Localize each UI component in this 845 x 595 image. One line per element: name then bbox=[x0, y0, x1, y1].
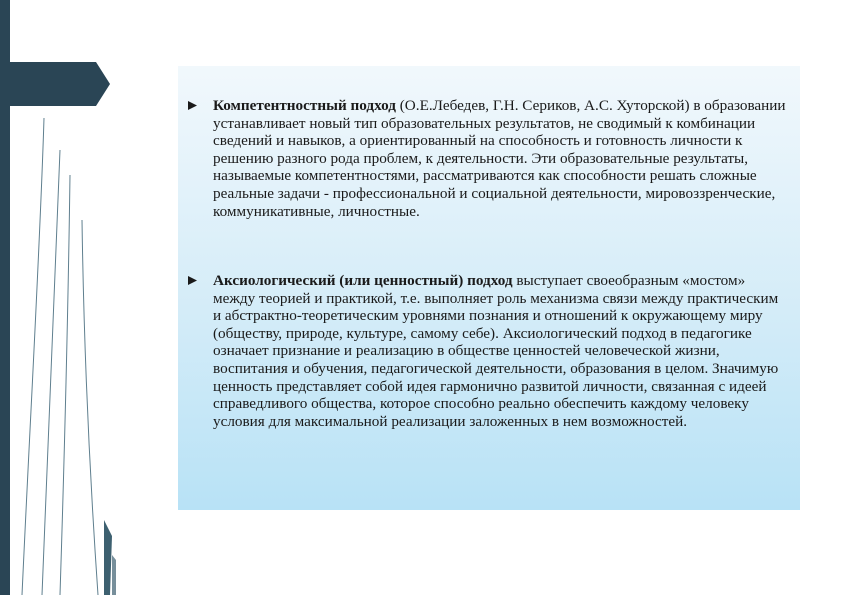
right-arrowhead-icon bbox=[188, 276, 197, 285]
content-box bbox=[178, 66, 800, 510]
bullet-term: Компетентностный подход bbox=[213, 97, 396, 114]
right-arrowhead-icon bbox=[188, 101, 197, 110]
bullet-body: (О.Е.Лебедев, Г.Н. Сериков, А.С. Хуторской) в образовании устанавливает новый тип образовательных результатов, не сводимый к комбинации сведений и навыков, а ориентированный на способность и готовность личности к решению разного рода проблем, к деятельности. Эти образовательные результаты, называемые компетентностями, рассматриваются как способности решать сложные реальные задачи - профессиональной и социальной деятельности, мировоззренческие, коммуникативные, личностные. bbox=[213, 97, 786, 220]
bullet-item bbox=[188, 272, 788, 430]
bullet-term: Аксиологический (или ценностный) подход bbox=[213, 272, 513, 289]
bullet-text bbox=[213, 97, 788, 220]
bullet-text bbox=[213, 272, 788, 430]
bullet-body: выступает своеобразным «мостом» между теорией и практикой, т.е. выполняет роль механизма связи между практическим и абстрактно-теоретическим уровнями познания и отношений к окружающему миру (обществу, природе, культуре, самому себе). Аксиологический подход в педагогике означает признание и реализацию в обществе ценностей человеческой жизни, воспитания и обучения, педагогической деятельности, образования в целом. Значимую ценность представляет собой идея гармонично развитой личности, связанная с идеей справедливого общества, которое способно реально обеспечить каждому человеку условия для максимальной реализации заложенных в нем возможностей. bbox=[213, 272, 779, 430]
bullet-item bbox=[188, 97, 788, 220]
title-tab-shape bbox=[0, 62, 110, 106]
